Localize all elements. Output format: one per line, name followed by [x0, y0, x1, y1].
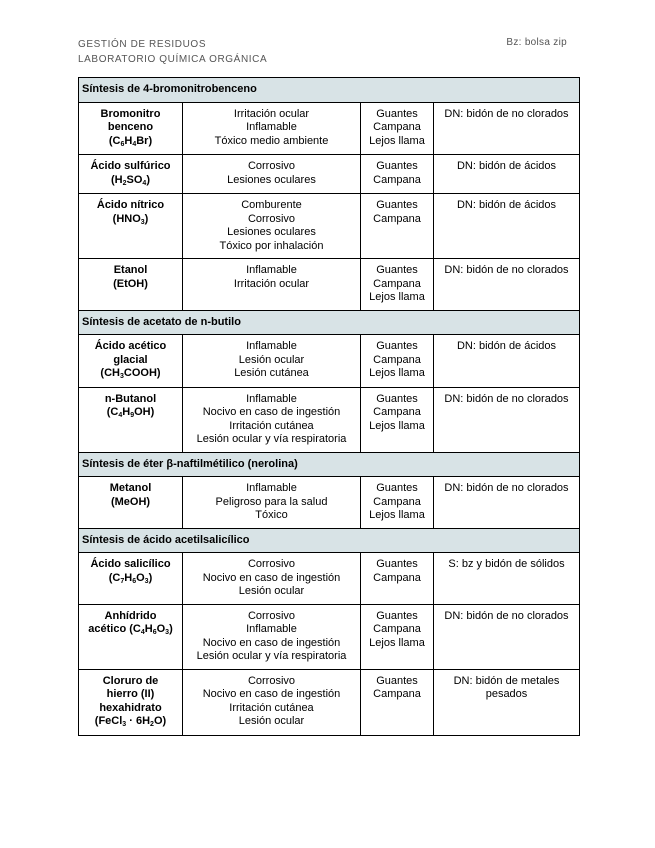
hazard-item: Inflamable: [246, 340, 297, 352]
compound-cell: [79, 335, 183, 388]
hazard-item: Peligroso para la salud: [215, 495, 328, 508]
protection-item: Lejos llama: [369, 291, 425, 303]
disposal-text: pesados: [485, 688, 528, 700]
hazard-item: Irritación cutánea: [229, 419, 314, 432]
protection-item: Guantes: [376, 264, 418, 276]
hazard-item: Corrosivo: [247, 160, 296, 172]
hazard-item: Irritación ocular: [233, 107, 310, 120]
disposal-cell: [434, 604, 580, 669]
hazard-item: Inflamable: [246, 121, 297, 133]
waste-table: [78, 77, 580, 736]
hazard-item: Comburente: [241, 199, 302, 211]
compound-name: Cloruro de: [102, 674, 159, 687]
header-legend: Bz: bolsa zip: [506, 37, 567, 48]
hazard-item: Lesión ocular y vía respiratoria: [196, 433, 347, 445]
section-title: Síntesis de éter β-naftilmétilico (nerolina): [79, 452, 580, 477]
table-row: [79, 604, 580, 669]
disposal-cell: [434, 553, 580, 605]
table-row: [79, 387, 580, 452]
protection-item: Guantes: [376, 482, 418, 494]
protection-item: Guantes: [376, 674, 418, 687]
protection-item: Guantes: [376, 340, 418, 352]
protection-item: Campana: [373, 623, 421, 635]
compound-formula: $(H_2SO_4)$: [111, 173, 150, 187]
protection-cell: [361, 387, 434, 452]
protection-cell: [361, 155, 434, 194]
hazard-item: Inflamable: [246, 392, 297, 405]
section-title: Síntesis de 4-bromonitrobenceno: [79, 78, 580, 103]
protection-item: Lejos llama: [369, 509, 425, 521]
compound-formula: $(C_6H_4Br)$: [108, 134, 153, 148]
hazard-item: Lesión ocular y vía respiratoria: [196, 650, 347, 662]
compound-formula: $(HNO_3)$: [112, 212, 149, 226]
compound-name: Ácido nítrico: [96, 199, 165, 211]
protection-item: Guantes: [376, 558, 418, 570]
protection-cell: [361, 669, 434, 735]
compound-formula: $(C_4H_9OH)$: [106, 406, 155, 419]
protection-cell: [361, 477, 434, 529]
table-row: [79, 669, 580, 735]
header-title: GESTIÓN DE RESIDUOS: [78, 39, 207, 50]
compound-formula: $(C_7H_6O_3)$: [108, 571, 153, 585]
compound-name: Bromonitro: [100, 107, 161, 120]
hazard-item: Nocivo en caso de ingestión: [202, 571, 341, 584]
protection-item: Campana: [373, 212, 421, 225]
compound-name: hierro (II): [106, 688, 155, 700]
header-subtitle: LABORATORIO QUÍMICA ORGÁNICA: [78, 54, 268, 65]
disposal-text: S: bz y bidón de sólidos: [448, 558, 565, 570]
table-row: [79, 553, 580, 605]
protection-item: Lejos llama: [369, 419, 425, 432]
protection-cell: [361, 194, 434, 259]
table-row: [79, 259, 580, 311]
compound-name: Anhídrido: [104, 609, 157, 622]
compound-cell: [79, 553, 183, 605]
compound-cell: [79, 259, 183, 311]
hazards-cell: [183, 387, 361, 452]
protection-cell: [361, 259, 434, 311]
compound-cell: [79, 102, 183, 155]
compound-cell: [79, 477, 183, 529]
disposal-text: DN: bidón de no clorados: [444, 609, 569, 622]
protection-cell: [361, 604, 434, 669]
section-header-row: [79, 452, 580, 477]
compound-formula: acético $(C_4H_6O_3)$: [88, 623, 173, 636]
disposal-cell: [434, 477, 580, 529]
hazard-item: Tóxico por inhalación: [219, 239, 324, 252]
protection-item: Lejos llama: [369, 134, 425, 147]
disposal-cell: [434, 259, 580, 311]
compound-name: n-Butanol: [104, 392, 157, 405]
compound-name: hexahidrato: [99, 701, 162, 714]
protection-cell: [361, 335, 434, 388]
hazard-item: Tóxico: [255, 509, 288, 521]
disposal-cell: [434, 669, 580, 735]
compound-formula: (FeCl$_3$ · $6H_2O$): [94, 715, 167, 728]
protection-cell: [361, 553, 434, 605]
hazards-cell: [183, 553, 361, 605]
hazard-item: Lesión ocular: [238, 585, 305, 597]
hazard-item: Nocivo en caso de ingestión: [202, 406, 341, 418]
section-header-row: [79, 78, 580, 103]
hazard-item: Inflamable: [246, 623, 297, 635]
disposal-text: DN: bidón de no clorados: [444, 264, 569, 276]
protection-item: Campana: [373, 495, 421, 508]
compound-name: Ácido sulfúrico: [90, 160, 171, 172]
protection-item: Campana: [373, 688, 421, 700]
hazard-item: Corrosivo: [247, 674, 296, 687]
table-row: [79, 102, 580, 155]
hazard-item: Lesiones oculares: [227, 173, 316, 186]
protection-cell: [361, 102, 434, 155]
hazard-item: Irritación ocular: [233, 277, 310, 290]
hazards-cell: [183, 194, 361, 259]
hazard-item: Inflamable: [246, 482, 297, 494]
protection-item: Campana: [373, 406, 421, 418]
protection-item: Campana: [373, 173, 421, 186]
hazard-item: Corrosivo: [247, 558, 296, 570]
protection-item: Guantes: [376, 160, 418, 172]
compound-name: (EtOH): [113, 277, 148, 290]
hazards-cell: [183, 604, 361, 669]
section-title: Síntesis de acetato de n-butilo: [79, 310, 580, 335]
hazard-item: Lesión ocular: [238, 353, 305, 366]
hazard-item: Nocivo en caso de ingestión: [202, 688, 341, 700]
compound-cell: [79, 604, 183, 669]
section-title: Síntesis de ácido acetilsalicílico: [79, 528, 580, 553]
compound-formula: $(CH_3COOH)$: [100, 367, 161, 380]
protection-item: Guantes: [376, 609, 418, 622]
protection-item: Lejos llama: [369, 367, 425, 379]
disposal-text: DN: bidón de no clorados: [444, 392, 569, 405]
hazard-item: Lesión ocular: [238, 715, 305, 727]
table-row: [79, 194, 580, 259]
hazard-item: Corrosivo: [247, 609, 296, 622]
disposal-text: DN: bidón de ácidos: [456, 340, 557, 352]
table-row: [79, 335, 580, 388]
protection-item: Campana: [373, 353, 421, 366]
disposal-cell: [434, 102, 580, 155]
disposal-text: DN: bidón de no clorados: [444, 482, 569, 494]
compound-name: (MeOH): [110, 495, 151, 508]
disposal-text: DN: bidón de ácidos: [456, 160, 557, 172]
protection-item: Lejos llama: [369, 636, 425, 649]
disposal-text: DN: bidón de ácidos: [456, 199, 557, 211]
disposal-cell: [434, 387, 580, 452]
protection-item: Campana: [373, 121, 421, 133]
section-header-row: [79, 528, 580, 553]
protection-item: Guantes: [376, 199, 418, 211]
protection-item: Guantes: [376, 107, 418, 120]
hazards-cell: [183, 155, 361, 194]
compound-name: Ácido acético: [94, 340, 167, 352]
hazard-item: Tóxico medio ambiente: [214, 134, 329, 147]
hazard-item: Lesiones oculares: [227, 226, 316, 238]
compound-name: Etanol: [113, 264, 148, 276]
hazards-cell: [183, 669, 361, 735]
compound-name: benceno: [107, 121, 154, 133]
compound-name: glacial: [113, 353, 148, 366]
hazard-item: Lesión cutánea: [234, 367, 309, 379]
compound-name: Ácido salicílico: [90, 558, 171, 570]
disposal-cell: [434, 194, 580, 259]
hazards-cell: [183, 477, 361, 529]
disposal-cell: [434, 155, 580, 194]
compound-name: Metanol: [109, 482, 152, 494]
hazards-cell: [183, 102, 361, 155]
compound-cell: [79, 669, 183, 735]
protection-item: Campana: [373, 571, 421, 584]
section-header-row: [79, 310, 580, 335]
protection-item: Guantes: [376, 392, 418, 405]
document-header: [78, 37, 578, 67]
hazard-item: Irritación cutánea: [229, 701, 314, 714]
table-row: [79, 155, 580, 194]
hazards-cell: [183, 335, 361, 388]
waste-table-body: [79, 78, 580, 736]
hazards-cell: [183, 259, 361, 311]
compound-cell: [79, 155, 183, 194]
compound-cell: [79, 387, 183, 452]
compound-cell: [79, 194, 183, 259]
table-row: [79, 477, 580, 529]
disposal-text: DN: bidón de no clorados: [444, 107, 569, 120]
protection-item: Campana: [373, 277, 421, 290]
hazard-item: Corrosivo: [247, 212, 296, 225]
hazard-item: Nocivo en caso de ingestión: [202, 636, 341, 649]
hazard-item: Inflamable: [246, 264, 297, 276]
disposal-text: DN: bidón de metales: [453, 674, 560, 687]
disposal-cell: [434, 335, 580, 388]
